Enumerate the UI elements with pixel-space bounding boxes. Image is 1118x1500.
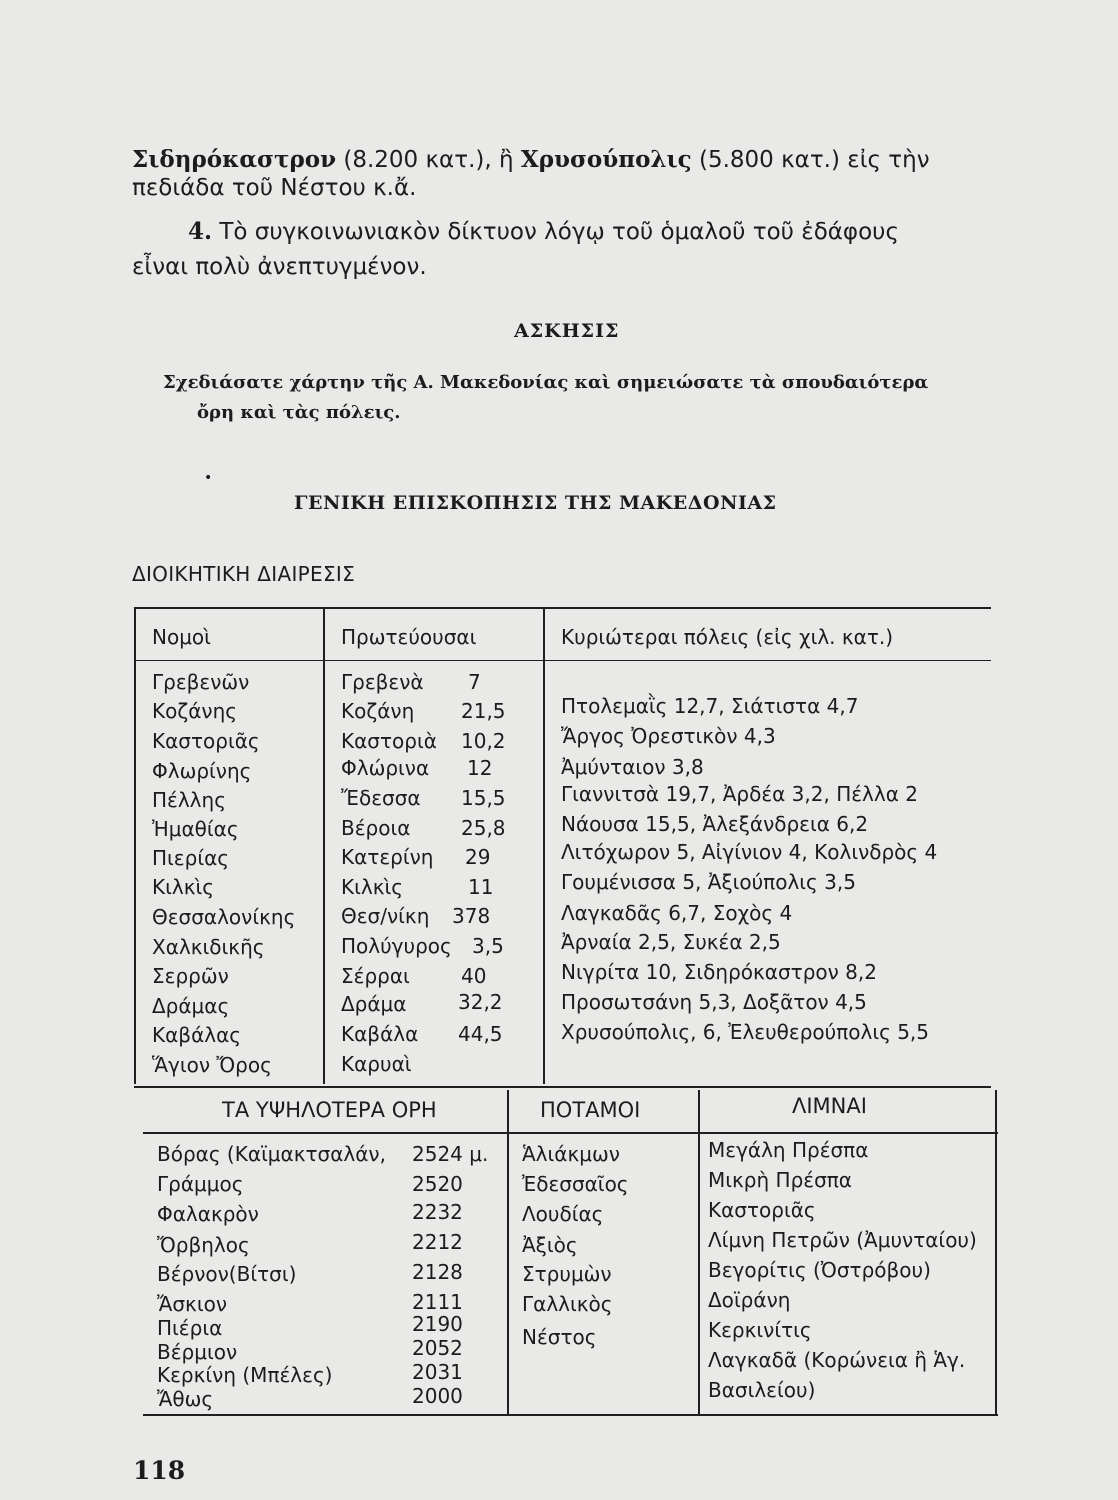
geo-header-lakes: ΛΙΜΝΑΙ	[792, 1094, 867, 1118]
prefecture-cell: Δράμας	[152, 994, 230, 1018]
river-item: Στρυμὼν	[522, 1262, 612, 1286]
item-4-line-1	[188, 218, 899, 245]
cities-cell: Πτολεμαῒς 12,7, Σιάτιστα 4,7	[561, 694, 859, 718]
admin-header-rule	[134, 660, 991, 661]
mountain-name: Κερκίνη (Μπέλες)	[157, 1363, 333, 1387]
capital-cell: Βέροια	[341, 816, 411, 840]
mountain-name: Γράμμος	[157, 1172, 244, 1196]
lake-item: Δοϊράνη	[708, 1288, 791, 1312]
lake-item: Μικρὴ Πρέσπα	[708, 1168, 852, 1192]
lake-item: Καστοριᾶς	[708, 1198, 816, 1222]
capital-cell: Φλώρινα	[341, 756, 430, 780]
cities-cell: Προσωτσάνη 5,3, Δοξᾶτον 4,5	[561, 990, 867, 1014]
mountain-height: 2128	[412, 1260, 463, 1284]
population-cell: 29	[465, 845, 491, 869]
prefecture-cell: Πιερίας	[152, 846, 230, 870]
cities-cell: Λαγκαδᾶς 6,7, Σοχὸς 4	[561, 901, 793, 925]
mountain-height: 2520	[412, 1172, 463, 1196]
capital-cell: Πολύγυρος	[341, 934, 452, 958]
population-cell: 12	[467, 756, 493, 780]
intro-line-1	[132, 142, 930, 178]
cities-cell: Γουμένισσα 5, Ἀξιούπολις 3,5	[561, 870, 856, 894]
population-cell: 10,2	[461, 729, 506, 753]
prefecture-cell: Ἠμαθίας	[152, 817, 239, 841]
river-item: Ἐδεσσαῖος	[522, 1172, 629, 1196]
page-number: 118	[133, 1456, 186, 1485]
geo-header-rivers: ΠΟΤΑΜΟΙ	[540, 1098, 641, 1122]
capital-cell: Κατερίνη	[341, 845, 434, 869]
intro-line-2: πεδιάδα τοῦ Νέστου κ.ἄ.	[132, 175, 417, 201]
geo-header-bottom-rule	[143, 1132, 998, 1134]
exercise-line-1: Σχεδιάσατε χάρτην τῆς Α. Μακεδονίας καὶ σημειώσατε τὰ σπουδαιότερα	[163, 372, 929, 393]
population-cell: 32,2	[458, 990, 503, 1014]
bullet-mark: •	[204, 470, 213, 486]
population-cell: 25,8	[461, 816, 506, 840]
lake-item: Μεγάλη Πρέσπα	[708, 1138, 869, 1162]
prefecture-cell: Θεσσαλονίκης	[152, 905, 296, 929]
prefecture-cell: Πέλλης	[152, 788, 226, 812]
mountain-height: 2232	[412, 1200, 463, 1224]
population-cell: 7	[468, 670, 481, 694]
prefecture-cell: Κιλκὶς	[152, 875, 215, 899]
capital-cell: Καβάλα	[341, 1022, 419, 1046]
geo-right-border	[995, 1090, 997, 1416]
cities-cell: Γιαννιτσὰ 19,7, Ἀρδέα 3,2, Πέλλα 2	[561, 782, 918, 806]
river-item: Λουδίας	[522, 1202, 604, 1226]
river-item: Γαλλικὸς	[522, 1292, 613, 1316]
mountain-name: Φαλακρὸν	[157, 1202, 259, 1226]
cities-cell: Ἄργος Ὀρεστικὸν 4,3	[561, 724, 776, 748]
population-cell: 3,5	[472, 934, 504, 958]
cities-cell: Ἀμύνταιον 3,8	[561, 755, 704, 779]
cities-cell: Χρυσούπολις, 6, Ἐλευθερούπολις 5,5	[561, 1020, 929, 1044]
exercise-line-2: ὄρη καὶ τὰς πόλεις.	[197, 402, 401, 423]
mountain-height: 2524 μ.	[412, 1142, 489, 1166]
admin-col-divider-1	[323, 607, 325, 1084]
capital-cell: Κιλκὶς	[341, 875, 404, 899]
prefecture-cell: Καστοριᾶς	[152, 729, 260, 753]
item-4-number: 4.	[188, 218, 213, 245]
mountain-name: Βέρνον(Βίτσι)	[157, 1262, 297, 1286]
admin-table-left-border	[134, 607, 136, 1084]
population-cell: 378	[452, 904, 491, 928]
admin-table-top-rule	[134, 607, 991, 609]
capital-cell: Κοζάνη	[341, 699, 415, 723]
population-cell: 11	[468, 875, 494, 899]
mountain-height: 2190	[412, 1312, 463, 1336]
population-cell: 44,5	[458, 1022, 503, 1046]
cities-cell: Λιτόχωρον 5, Αἰγίνιον 4, Κολινδρὸς 4	[561, 840, 938, 864]
cities-cell: Νάουσα 15,5, Ἀλεξάνδρεια 6,2	[561, 812, 869, 836]
prefecture-cell: Φλωρίνης	[152, 759, 252, 783]
exercise-title: ΑΣΚΗΣΙΣ	[514, 320, 620, 342]
overview-title: ΓΕΝΙΚΗ ΕΠΙΣΚΟΠΗΣΙΣ ΤΗΣ ΜΑΚΕΔΟΝΙΑΣ	[294, 492, 777, 514]
river-item: Νέστος	[522, 1325, 597, 1349]
admin-header-nomoi: Νομοὶ	[152, 625, 211, 649]
mountain-height: 2031	[412, 1360, 463, 1384]
mountain-height: 2000	[412, 1384, 463, 1408]
capital-cell: Σέρραι	[341, 964, 410, 988]
geo-col-divider-1	[507, 1090, 509, 1416]
capital-cell: Καρυαὶ	[341, 1052, 412, 1076]
population-cell: 40	[461, 964, 487, 988]
prefecture-cell: Γρεβενῶν	[152, 670, 250, 694]
lake-item: Λαγκαδᾶ (Κορώνεια ἢ Ἁγ.	[708, 1348, 966, 1372]
mountain-height: 2212	[412, 1230, 463, 1254]
cities-cell: Νιγρίτα 10, Σιδηρόκαστρον 8,2	[561, 960, 877, 984]
geo-col-divider-2	[698, 1090, 700, 1416]
mountain-height: 2052	[412, 1336, 463, 1360]
mountain-name: Βόρας (Καϊμακτσαλάν,	[157, 1142, 386, 1166]
admin-header-main-cities: Κυριώτεραι πόλεις (εἰς χιλ. κατ.)	[561, 625, 894, 649]
capital-cell: Καστοριὰ	[341, 729, 437, 753]
river-item: Ἁλιάκμων	[522, 1142, 620, 1166]
prefecture-cell: Καβάλας	[152, 1023, 242, 1047]
mountain-name: Πιέρια	[157, 1316, 223, 1340]
prefecture-cell: Ἅγιον Ὄρος	[152, 1053, 272, 1077]
mountain-name: Ἄθως	[157, 1387, 214, 1411]
capital-cell: Γρεβενὰ	[341, 670, 424, 694]
mountain-name: Ὄρβηλος	[157, 1233, 250, 1257]
mountain-name: Βέρμιον	[157, 1340, 238, 1364]
geo-header-mountains: ΤΑ ΥΨΗΛΟΤΕΡΑ ΟΡΗ	[222, 1098, 437, 1122]
item-4-text: Τὸ συγκοινωνιακὸν δίκτυον λόγῳ τοῦ ὁμαλοῦ τοῦ ἐδάφους	[212, 219, 899, 245]
prefecture-cell: Κοζάνης	[152, 699, 237, 723]
admin-division-title: ΔΙΟΙΚΗΤΙΚΗ ΔΙΑΙΡΕΣΙΣ	[132, 562, 356, 586]
geo-bottom-rule	[143, 1414, 998, 1416]
population-cell: 15,5	[461, 786, 506, 810]
river-item: Ἀξιὸς	[522, 1233, 578, 1257]
prefecture-cell: Σερρῶν	[152, 964, 229, 988]
mountain-height: 2111	[412, 1290, 463, 1314]
capital-cell: Δράμα	[341, 992, 407, 1016]
mountain-name: Ἄσκιον	[157, 1292, 228, 1316]
capital-cell: Θεσ/νίκη	[341, 904, 430, 928]
admin-table-bottom-rule	[134, 1086, 991, 1088]
lake-item: Κερκινίτις	[708, 1318, 812, 1342]
cities-cell: Ἀρναία 2,5, Συκέα 2,5	[561, 930, 781, 954]
population-cell: 21,5	[461, 699, 506, 723]
capital-cell: Ἔδεσσα	[341, 786, 421, 810]
intro-mid-text: (8.200 κατ.), ἢ	[336, 147, 521, 173]
intro-bold-sidirokastron: Σιδηρόκαστρον	[132, 146, 337, 173]
prefecture-cell: Χαλκιδικῆς	[152, 935, 265, 959]
admin-col-divider-2	[543, 607, 545, 1084]
lake-item: Βεγορίτις (Ὀστρόβου)	[708, 1258, 931, 1282]
lake-item: Λίμνη Πετρῶν (Ἀμυνταίου)	[708, 1228, 977, 1252]
lake-item: Βασιλείου)	[708, 1378, 816, 1402]
item-4-line-2: εἶναι πολὺ ἀνεπτυγμένον.	[132, 254, 427, 280]
intro-bold-chrysoupolis: Χρυσούπολις	[520, 146, 692, 173]
intro-end-text: (5.800 κατ.) εἰς τὴν	[691, 147, 930, 173]
admin-header-capitals: Πρωτεύουσαι	[341, 625, 477, 649]
